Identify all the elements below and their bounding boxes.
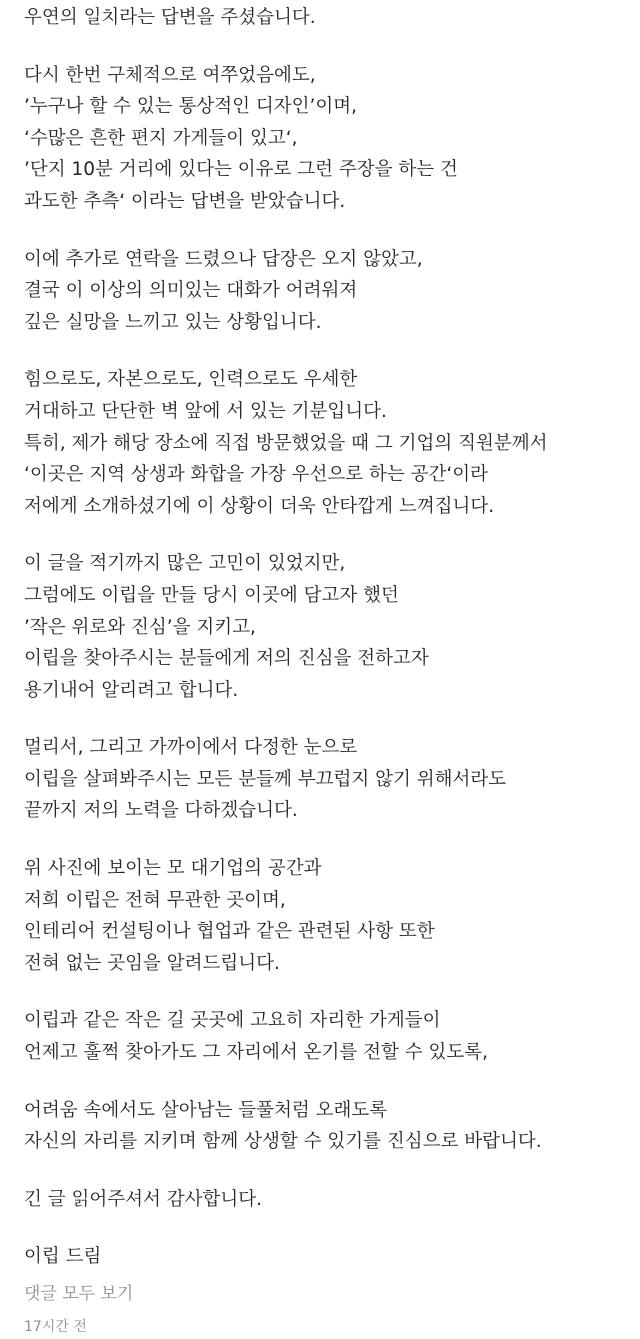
caption-line: 인테리어 컨설팅이나 협업과 같은 관련된 사항 또한 bbox=[24, 921, 435, 943]
caption-line: 끝까지 저의 노력을 다하겠습니다. bbox=[24, 800, 298, 822]
caption-line: 위 사진에 보이는 모 대기업의 공간과 bbox=[24, 858, 322, 880]
caption-line: 저에게 소개하셨기에 이 상황이 더욱 안타깝게 느껴집니다. bbox=[24, 495, 495, 517]
caption-line: 자신의 자리를 지키며 함께 상생할 수 있기를 진심으로 바랍니다. bbox=[24, 1131, 542, 1153]
caption-line: 긴 글 읽어주셔서 감사합니다. bbox=[24, 1188, 262, 1210]
caption-line: 멀리서, 그리고 가까이에서 다정한 눈으로 bbox=[24, 737, 358, 759]
caption-line: 저희 이립은 전혀 무관한 곳이며, bbox=[24, 889, 286, 911]
caption-line: ’누구나 할 수 있는 통상적인 디자인’이며, bbox=[24, 96, 357, 118]
caption-line: 언제고 훌쩍 찾아가도 그 자리에서 온기를 전할 수 있도록, bbox=[24, 1042, 488, 1064]
caption-line: 깊은 실망을 느끼고 있는 상황입니다. bbox=[24, 311, 322, 333]
caption-paragraph bbox=[24, 853, 624, 979]
caption-paragraph bbox=[24, 244, 624, 339]
view-all-comments-link[interactable]: 댓글 모두 보기 bbox=[24, 1284, 134, 1304]
caption-line: ’단지 10분 거리에 있다는 이유로 그런 주장을 하는 건 bbox=[24, 159, 458, 181]
caption-line: 우연의 일치라는 답변을 주셨습니다. bbox=[24, 7, 316, 28]
caption-paragraph bbox=[24, 1184, 624, 1216]
caption-line: 이립을 살펴봐주시는 모든 분들께 부끄럽지 않기 위해서라도 bbox=[24, 768, 507, 790]
caption-line: 다시 한번 구체적으로 여쭈었음에도, bbox=[24, 64, 316, 86]
caption-line: 어려움 속에서도 살아남는 들풀처럼 오래도록 bbox=[24, 1099, 388, 1121]
post-timestamp: 17시간 전 bbox=[24, 1319, 87, 1335]
caption-paragraph bbox=[24, 732, 624, 827]
caption-paragraph bbox=[24, 2, 624, 34]
caption-line: 전혀 없는 곳임을 알려드립니다. bbox=[24, 952, 280, 974]
caption-line: 이 글을 적기까지 많은 고민이 있었지만, bbox=[24, 553, 346, 575]
caption-paragraph bbox=[24, 60, 624, 218]
caption-paragraph bbox=[24, 1095, 624, 1158]
caption-paragraph bbox=[24, 1005, 624, 1068]
caption-body bbox=[24, 2, 624, 1215]
caption-line: 용기내어 알리려고 합니다. bbox=[24, 679, 239, 701]
caption-line: 거대하고 단단한 벽 앞에 서 있는 기분입니다. bbox=[24, 400, 387, 422]
caption-line: 이립을 찾아주시는 분들에게 저의 진심을 전하고자 bbox=[24, 648, 429, 670]
caption-line: ’작은 위로와 진심’을 지키고, bbox=[24, 616, 256, 638]
post-caption bbox=[24, 2, 624, 1339]
caption-line: 이립과 같은 작은 길 곳곳에 고요히 자리한 가게들이 bbox=[24, 1010, 441, 1032]
caption-paragraph bbox=[24, 548, 624, 706]
caption-line: 특히, 제가 해당 장소에 직접 방문했었을 때 그 기업의 직원분께서 bbox=[24, 432, 548, 454]
caption-line: 과도한 추측‘ 이라는 답변을 받았습니다. bbox=[24, 190, 346, 212]
caption-line: 그럼에도 이립을 만들 당시 이곳에 담고자 했던 bbox=[24, 584, 399, 606]
caption-line: 힘으로도, 자본으로도, 인력으로도 우세한 bbox=[24, 369, 358, 391]
caption-line: ‘수많은 흔한 편지 가게들이 있고‘, bbox=[24, 127, 298, 149]
caption-line: 이에 추가로 연락을 드렸으나 답장은 오지 않았고, bbox=[24, 248, 423, 270]
caption-paragraph bbox=[24, 364, 624, 522]
caption-line: ‘이곳은 지역 상생과 화합을 가장 우선으로 하는 공간‘이라 bbox=[24, 464, 488, 486]
signature: 이립 드림 bbox=[24, 1246, 102, 1268]
caption-line: 결국 이 이상의 의미있는 대화가 어려워져 bbox=[24, 280, 358, 302]
